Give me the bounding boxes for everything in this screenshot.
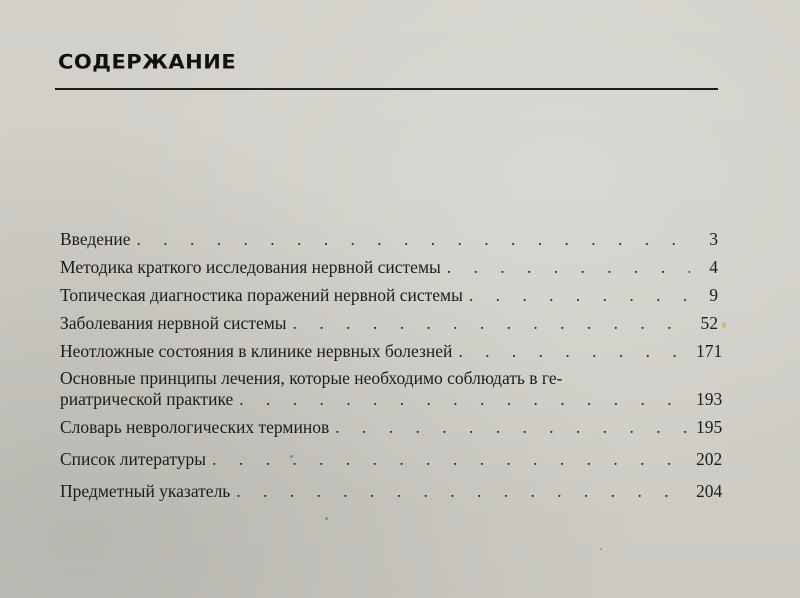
toc-entry-page: 193 xyxy=(696,389,723,409)
toc-entry-title-line1: Основные принципы лечения, которые необходимо соблюдать в ге- xyxy=(60,368,563,388)
toc-entry-page: 52 xyxy=(700,313,718,333)
dot-leader xyxy=(458,340,690,362)
dot-leader xyxy=(137,228,690,250)
page-title: СОДЕРЖАНИЕ xyxy=(58,50,237,74)
dot-leader xyxy=(212,448,690,470)
dot-leader xyxy=(469,284,690,306)
dot-leader xyxy=(236,480,690,502)
dot-leader xyxy=(239,388,690,410)
toc-entry-emergencies[interactable] xyxy=(60,340,723,362)
paper-speck xyxy=(325,517,328,520)
toc-entry-methods[interactable] xyxy=(60,256,718,278)
paper-speck xyxy=(600,548,602,550)
toc-entry-page: 171 xyxy=(696,341,723,361)
toc-entry-title: Предметный указатель xyxy=(60,481,231,501)
heading-rule xyxy=(55,88,718,90)
toc-entry-title: Заболевания нервной системы xyxy=(60,313,287,333)
toc-entry-treatment-principles[interactable] xyxy=(60,368,723,410)
toc-entry-title-line2: риатрической практике xyxy=(60,389,234,409)
toc-entry-page: 202 xyxy=(696,449,723,469)
toc-entry-subject-index[interactable] xyxy=(60,480,723,502)
toc-entry-diseases[interactable] xyxy=(60,312,718,334)
toc-entry-title: Топическая диагностика поражений нервной системы xyxy=(60,285,463,305)
toc-entry-introduction[interactable] xyxy=(60,228,718,250)
dot-leader xyxy=(447,256,690,278)
dot-leader xyxy=(293,312,690,334)
toc-entry-bibliography[interactable] xyxy=(60,448,723,470)
toc-entry-title: Словарь неврологических терминов xyxy=(60,417,330,437)
toc-entry-title: Методика краткого исследования нервной системы xyxy=(60,257,441,277)
toc-entry-glossary[interactable] xyxy=(60,416,723,438)
toc-entry-topical-diagnostics[interactable] xyxy=(60,284,718,306)
table-of-contents xyxy=(60,228,723,508)
paper-stain xyxy=(722,322,726,328)
paper-speck xyxy=(290,455,293,458)
toc-entry-page: 4 xyxy=(709,257,718,277)
toc-entry-title: Введение xyxy=(60,229,131,249)
toc-entry-title: Неотложные состояния в клинике нервных болезней xyxy=(60,341,453,361)
toc-entry-page: 9 xyxy=(709,285,718,305)
dot-leader xyxy=(335,416,690,438)
toc-entry-page: 204 xyxy=(696,481,723,501)
toc-entry-title: Список литературы xyxy=(60,449,207,469)
toc-entry-page: 3 xyxy=(709,229,718,249)
toc-entry-page: 195 xyxy=(696,417,723,437)
